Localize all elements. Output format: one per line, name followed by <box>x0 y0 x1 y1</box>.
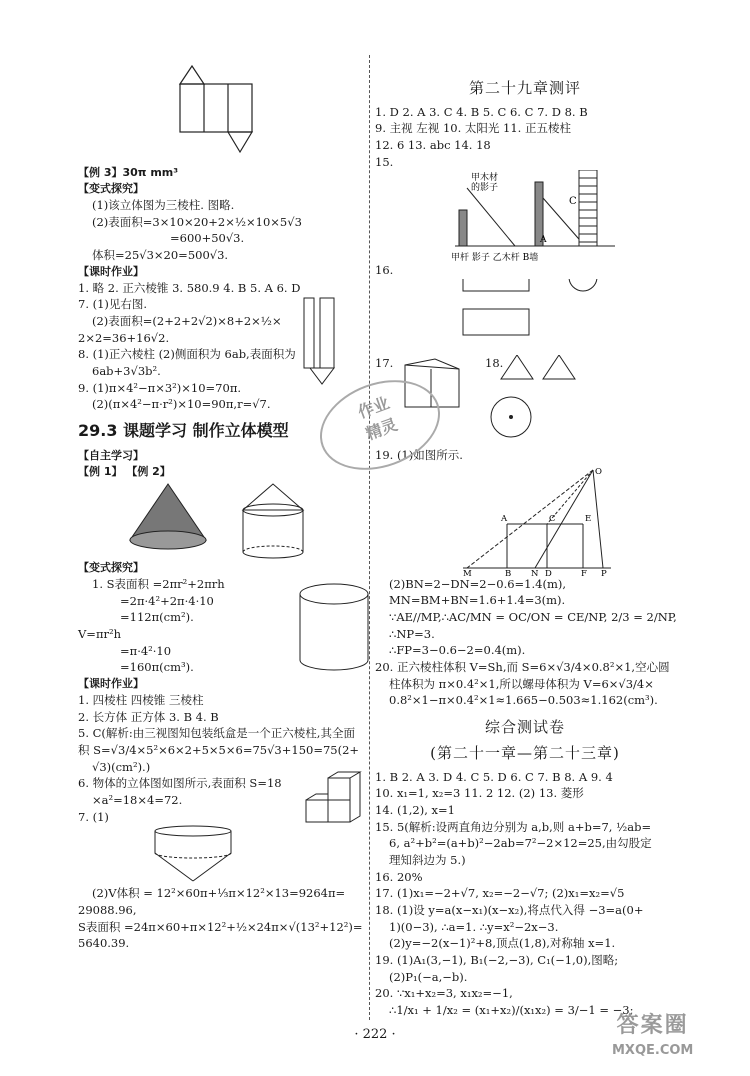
chapter-test-title: 第二十九章测评 <box>468 79 581 97</box>
text-line: 【变式探究】 <box>78 560 144 574</box>
text-line: 【课时作业】 <box>78 676 144 690</box>
fig19-point-o: O <box>595 466 602 477</box>
fig15-point-a: A <box>540 235 547 246</box>
fig19-point-d: D <box>545 568 552 576</box>
text-line: =160π(cm³). <box>120 660 194 675</box>
stamp-text-1: 作业 <box>355 393 392 423</box>
fig19-point-c: C <box>549 513 556 524</box>
page-number: · 222 · <box>354 1027 396 1042</box>
text-line: 14. (1,2), x=1 <box>375 803 455 817</box>
text-line: (2)(π×4²−π·r²)×10=90π,r=√7. <box>92 397 271 412</box>
text-line: =π·4²·10 <box>120 643 172 658</box>
text-line: 10. x₁=1, x₂=3 11. 2 12. (2) 13. 菱形 <box>375 786 584 801</box>
column-divider <box>369 55 370 1020</box>
text-line: (2)V体积 = 12²×60π+⅓π×12²×13=9264π= <box>92 886 346 901</box>
large-cylinder-figure <box>296 582 376 674</box>
text-line: V=πr²h <box>78 626 122 641</box>
fig15-label1: 甲木材 <box>471 173 499 184</box>
text-line: 1. D 2. A 3. C 4. B 5. C 6. C 7. D 8. B <box>375 104 588 119</box>
q18-label: 18. <box>485 356 504 371</box>
fig19-point-a: A <box>501 513 508 524</box>
text-line: 2×2=36+16√2. <box>78 330 170 345</box>
text-line: ∴FP=3−0.6−2=0.4(m). <box>389 643 526 658</box>
text-line: 6. 物体的立体图如图所示,表面积 S=18 <box>78 776 282 791</box>
fig15-label2: 的影子 <box>471 183 499 194</box>
text-line: (2)表面积=3×10×20+2×½×10×5√3 <box>92 214 302 229</box>
fig19-point-f: F <box>581 568 587 576</box>
text-line: 7. (1) <box>78 809 109 824</box>
text-line: ×a²=18×4=72. <box>92 792 183 807</box>
text-line: (2)表面积=(2+2+2√2)×8+2×½× <box>92 313 282 328</box>
corner-text-1: 答案圈 <box>616 1013 689 1038</box>
text-line: 【课时作业】 <box>78 264 144 278</box>
stacked-cubes-figure <box>304 770 366 832</box>
text-line: √3)(cm²).) <box>92 759 151 774</box>
q19-label: 19. (1)如图所示. <box>375 448 463 463</box>
text-line: 17. (1)x₁=−2+√7, x₂=−2−√7; (2)x₁=x₂=√5 <box>375 886 625 901</box>
text-line: 7. (1)见右图. <box>78 297 148 312</box>
cone-cylinder-figures <box>78 480 363 560</box>
fig19-point-e: E <box>585 513 592 524</box>
shadow-figure-15 <box>375 170 675 262</box>
text-line: =2π·4²+2π·4·10 <box>120 593 214 608</box>
text-line: 【自主学习】 <box>78 449 144 463</box>
text-line: 16. 20% <box>375 869 423 884</box>
text-line: (2)BN=2−DN=2−0.6=1.4(m), <box>389 576 567 591</box>
text-line: =600+50√3. <box>170 231 245 246</box>
text-line: 理知斜边为 5.) <box>389 853 466 868</box>
text-line: 【例 1】 【例 2】 <box>78 465 171 478</box>
right-column <box>375 74 675 1019</box>
text-line: 柱体积为 π×0.4²×1,所以螺母体积为 V=6×√3/4× <box>389 676 654 691</box>
text-line: 18. (1)设 y=a(x−x₁)(x−x₂),将点代入得 −3=a(0+ <box>375 903 644 918</box>
text-line: 19. (1)A₁(3,−1), B₁(−2,−3), C₁(−1,0),图略; <box>375 953 619 968</box>
text-line: (2)y=−2(x−1)²+8,顶点(1,8),对称轴 x=1. <box>389 936 616 951</box>
text-line: S表面积 =24π×60+π×12²+½×24π×√(13²+12²)= <box>78 919 363 934</box>
text-line: 9. (1)π×4²−π×3²)×10=70π. <box>78 380 242 395</box>
text-line: 1. B 2. A 3. D 4. C 5. D 6. C 7. B 8. A 9. 4 <box>375 769 613 784</box>
q16-label: 16. <box>375 263 394 278</box>
text-line: 1. 略 2. 正六棱锥 3. 580.9 4. B 5. A 6. D <box>78 280 301 295</box>
comprehensive-test-title: 综合测试卷 <box>484 718 565 737</box>
text-line: 15. 5(解析:设两直角边分别为 a,b,则 a+b=7, ½ab= <box>375 819 652 834</box>
prism-net-figure <box>78 60 363 165</box>
text-line: (1)该立体图为三棱柱. 图略. <box>92 197 235 212</box>
comprehensive-test-subtitle: (第二十一章—第二十三章) <box>430 743 620 762</box>
text-line: 体积=25√3×20=500√3. <box>92 247 229 262</box>
text-line: 20. ∵x₁+x₂=3, x₁x₂=−1, <box>375 986 513 1001</box>
fig19-point-n: N <box>531 568 539 576</box>
hexagonal-prism-views-figure <box>300 296 345 391</box>
text-line: ∵AE//MP,∴AC/MN = OC/ON = CE/NP, 2/3 = 2/NP, <box>389 610 677 625</box>
text-line: 1. S表面积 =2πr²+2πrh <box>92 576 225 591</box>
text-line: 1. 四棱柱 四棱锥 三棱柱 <box>78 692 204 707</box>
section-title: 29.3 课题学习 制作立体模型 <box>78 420 289 440</box>
q17-label: 17. <box>375 356 394 371</box>
views-figure-16 <box>375 279 675 355</box>
text-line: 1)(0−3), ∴a=1. ∴y=x²−2x−3. <box>389 919 559 934</box>
text-line: 0.8²×1−π×0.4²×1≈1.665−0.503≈1.162(cm³). <box>389 693 658 708</box>
text-line: 6ab+3√3b². <box>92 363 161 378</box>
text-line: 12. 6 13. abc 14. 18 <box>375 138 491 153</box>
fig15-bottom-labels: 甲杆 影子 乙木杆 B墙 <box>451 253 539 263</box>
text-line: 【变式探究】 <box>78 181 144 195</box>
text-line: 20. 正六棱柱体积 V=Sh,而 S=6×√3/4×0.8²×1,空心圆 <box>375 660 670 675</box>
text-line: 5. C(解析:由三视图知包装纸盒是一个正六棱柱,其全面 <box>78 726 355 741</box>
text-line: 5640.39. <box>78 936 130 951</box>
text-line: (2)P₁(−a,−b). <box>389 969 468 984</box>
fig19-point-b: B <box>505 568 512 576</box>
text-line: ∴1/x₁ + 1/x₂ = (x₁+x₂)/(x₁x₂) = 3/−1 = −3; <box>389 1003 634 1018</box>
text-line: 9. 主视 左视 10. 太阳光 11. 正五棱柱 <box>375 121 571 136</box>
text-line: 2. 长方体 正方体 3. B 4. B <box>78 709 219 724</box>
text-line: 29088.96, <box>78 902 137 917</box>
text-line: =112π(cm²). <box>120 610 194 625</box>
text-line: 8. (1)正六棱柱 (2)侧面积为 6ab,表面积为 <box>78 347 296 362</box>
light-projection-figure-19 <box>375 464 675 576</box>
text-line: ∴NP=3. <box>389 626 435 641</box>
text-line: 【例 3】30π mm³ <box>78 166 179 179</box>
corner-text-2: MXQE.COM <box>612 1042 694 1058</box>
stamp-text-2: 精灵 <box>363 415 400 444</box>
text-line: 积 S=√3/4×5²×6×2+5×5×6=75√3+150=75(2+ <box>78 742 360 757</box>
text-line: MN=BM+BN=1.6+1.4=3(m). <box>389 593 566 608</box>
fig19-point-p: P <box>601 568 607 576</box>
text-line: 6, a²+b²=(a+b)²−2ab=7²−2×12=25,由勾股定 <box>389 836 652 851</box>
fig15-point-c: C <box>569 196 577 208</box>
text-line: 15. <box>375 154 394 169</box>
cylinder-cone-figure <box>78 825 363 885</box>
fig19-point-m: M <box>463 568 472 576</box>
